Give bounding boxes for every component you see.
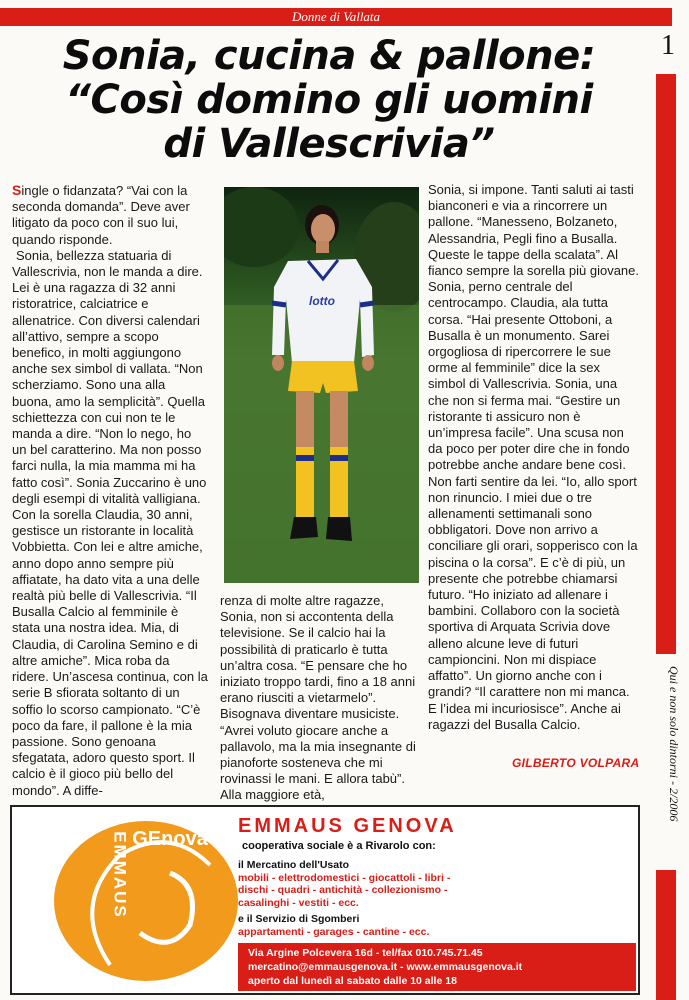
headline-line-2: “Così domino gli uomini: [65, 77, 593, 123]
service-items: mobili - elettrodomestici - giocattoli - libri -: [238, 871, 451, 884]
logo-emmaus-text: EMMAUS: [110, 831, 130, 919]
section-title: Donne di Vallata: [291, 9, 381, 24]
service-items: dischi - quadri - antichità - collezionismo -: [238, 884, 448, 896]
headline-line-1: Sonia, cucina & pallone:: [62, 33, 596, 79]
article-column-1: [12, 182, 208, 799]
article-paragraph: [12, 182, 208, 248]
headline: [14, 34, 644, 166]
logo-genova-text: GEnova: [132, 828, 208, 850]
article-paragraph: Sonia, bellezza statuaria di Vallescrivia, non le manda a dire. Lei è una ragazza di 32 anni ristoratrice, calciatrice e allenatrice. Con diversi calendari all’attivo, sempre a scopo benefico, in molti aggiungono anche sex simbol di vallata. “Non scherziamo. Sono una alla buona, amo la semplicità”. Quella schiettezza con cui non te le manda a dire. “Non lo nego, ho un bel caratterino. Ma non posso farci nulla, la mia mamma mi ha fatto così”. Sonia Zuccarino è uno degli esempi di vitalità valligiana. Con la sorella Claudia, 30 anni, gestisce un ristorante in località Vobbietta. Con lei e altre amiche, anno dopo anno sempre più affiatate, ha dato vita a una delle realtà più belle di Vallescrivia. “Il Busalla Calcio al femminile è stata una nostra idea. Mia, di Claudia, di Carolina Semino e di altre amiche”. Mica roba da ridere. Un’ascesa continua, con la serie B sfiorata soltanto di un soffio lo scorso campionato. “C’è poco da fare, il pallone è la mia passione. Sono genoana sfegatata, adoro questo sport. Il calcio è il gioco più bello del mondo”. A diffe-: [12, 247, 208, 798]
ad-web-email[interactable]: mercatino@emmausgenova.it - www.emmausgenova.it: [248, 961, 523, 973]
magazine-issue-label: Qui e non solo dintorni - 2/2006: [667, 666, 681, 822]
service-heading: il Mercatino dell'Usato: [238, 859, 350, 871]
side-red-bar: [656, 74, 676, 654]
ad-title: EMMAUS GENOVA: [238, 815, 457, 837]
emmaus-advertisement: [10, 805, 640, 995]
headline-line-3: di Vallescrivia”: [163, 121, 495, 167]
player-photo: [224, 187, 419, 583]
paragraph-text: ingle o fidanzata? “Vai con la seconda domanda”. Deve aver litigato da poco con il suo lui, quando risponde.: [12, 183, 190, 247]
article-paragraph: Sonia, si impone. Tanti saluti ai tasti bianconeri e via a rincorrere un pallone. “Manesseno, Bolzaneto, Alessandria, Pegli fino a Busalla. Queste le tappe della scalata”. Al fianco sempre la sorella più giovane. Sonia, perno centrale del centrocampo. Claudia, ala tutta corsa. “Hai presente Ottoboni, a Busalla è un monumento. Sarei orgogliosa di ripercorrere le sue orme al femminile” dice la sex simbol di Vallescrivia. Sonia, una che non si ferma mai. “Gestire un ristorante ti assicuro non è un’impresa facile”. Una scusa non da poco per poter dire che in fondo potrebbe anche andare bene così. Non farti sentire da lei. “Io, allo sport non rinuncio. I miei due o tre allenamenti settimanali sono obbligatori. Dove non arrivo a conciliare gli orari, sopperisco con la piscina o la corsa”. E c’è di più, un presente che potrebbe chiamarsi futuro. “Ho iniziato ad allenare i bambini. Collaboro con la società sportiva di Arquata Scrivia dove alleno alcune leve di futuri campioncini. Non mi dispiace affatto”. Un giorno anche con i grandi? “Il carattere non mi manca. E l’idea mi incuriosisce”. Anche ai ragazzi del Busalla Calcio.: [428, 182, 640, 732]
author-byline: GILBERTO VOLPARA: [512, 756, 640, 770]
side-red-bar-bottom: [656, 870, 676, 1000]
service-items: appartamenti - garages - cantine - ecc.: [238, 925, 430, 938]
ad-address: Via Argine Polcevera 16d - tel/fax 010.745.71.45: [248, 947, 483, 959]
ad-services: [238, 859, 450, 938]
section-header: [0, 8, 672, 26]
article-column-2: [220, 593, 420, 804]
page-number: 1: [661, 30, 675, 61]
service-heading: e il Servizio di Sgomberi: [238, 913, 360, 925]
article-column-3: [428, 182, 640, 733]
article-paragraph: renza di molte altre ragazze, Sonia, non si accontenta della televisione. Se il calcio hai la possibilità di praticarlo è tutta un’altra cosa. “E pensare che ho iniziato troppo tardi, fino a 18 anni erano riusciti a vietarmelo”. Bisognava diventare musiciste. “Avrei voluto giocare anche a pallavolo, ma la mia insegnante di pianoforte sosteneva che mi rovinassi le mani. E allora tabù”. Alla maggiore età,: [220, 593, 416, 803]
ad-subtitle: cooperativa sociale è a Rivarolo con:: [242, 840, 436, 852]
emmaus-logo: [50, 815, 240, 985]
service-items: casalinghi - vestiti - ecc.: [238, 896, 359, 909]
shirt-logo-text: lotto: [309, 294, 335, 308]
ad-contact-box: [238, 943, 636, 991]
drop-cap: S: [12, 182, 22, 198]
ad-hours: aperto dal lunedì al sabato dalle 10 alle 18: [248, 975, 457, 987]
